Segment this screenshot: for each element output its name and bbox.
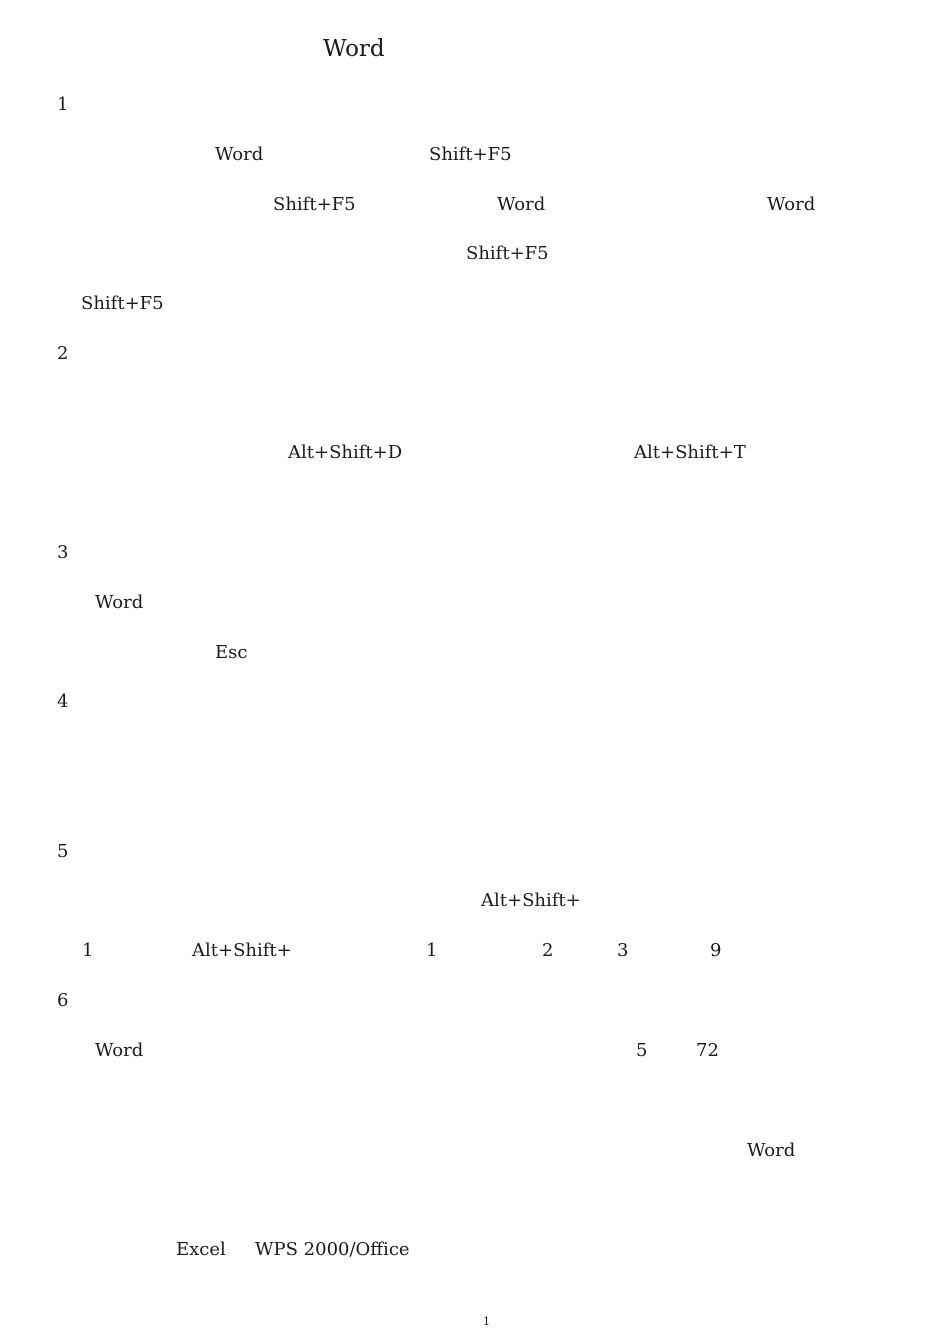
text-fragment: Word — [95, 592, 144, 613]
text-fragment: 1 — [426, 940, 438, 961]
text-fragment: 2 — [542, 940, 554, 961]
text-fragment: Excel — [176, 1239, 226, 1260]
section-number: 5 — [57, 841, 69, 862]
section-number: 2 — [57, 343, 69, 364]
text-fragment: Alt+Shift+T — [634, 442, 746, 463]
section-number: 3 — [57, 542, 69, 563]
text-fragment: Word — [767, 194, 816, 215]
section-number: 1 — [57, 94, 69, 115]
text-fragment: Alt+Shift+ — [192, 940, 292, 961]
text-fragment: Word — [215, 144, 264, 165]
text-fragment: 5 — [636, 1040, 648, 1061]
text-fragment: Word — [95, 1040, 144, 1061]
text-fragment: Shift+F5 — [429, 144, 512, 165]
text-fragment: Alt+Shift+D — [288, 442, 403, 463]
text-fragment: 3 — [617, 940, 629, 961]
text-fragment: Alt+Shift+ — [481, 890, 581, 911]
text-fragment: Shift+F5 — [273, 194, 356, 215]
text-fragment: 72 — [696, 1040, 719, 1061]
page-number: 1 — [483, 1315, 490, 1328]
text-fragment: Shift+F5 — [466, 243, 549, 264]
text-fragment: Shift+F5 — [81, 293, 164, 314]
text-fragment: 1 — [82, 940, 94, 961]
text-fragment: WPS 2000/Office — [255, 1239, 410, 1260]
section-number: 6 — [57, 990, 69, 1011]
text-fragment: 9 — [710, 940, 722, 961]
text-fragment: Word — [747, 1140, 796, 1161]
section-number: 4 — [57, 691, 69, 712]
text-fragment: Word — [497, 194, 546, 215]
text-fragment: Esc — [215, 642, 248, 663]
page-title: Word — [323, 36, 385, 62]
